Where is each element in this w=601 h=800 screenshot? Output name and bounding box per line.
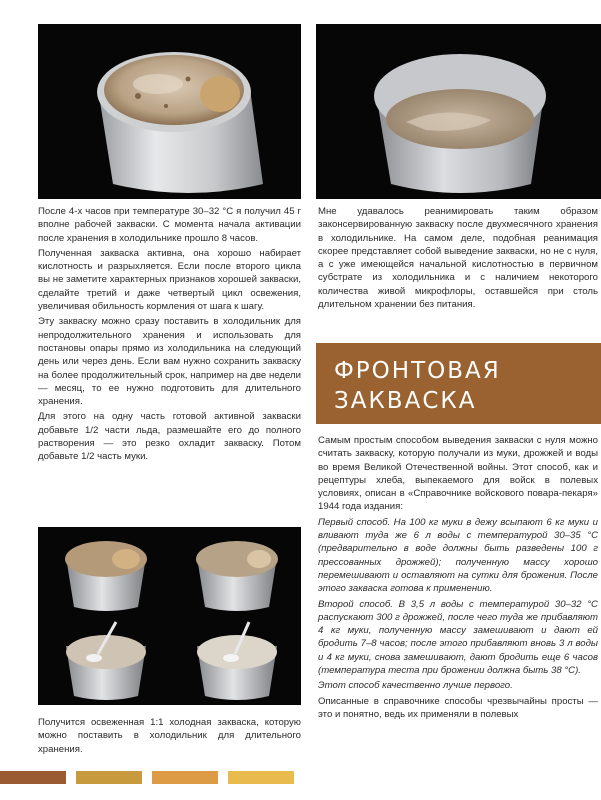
section-title	[334, 356, 501, 416]
caption-text: Получится освеженная 1:1 холодная закваска, которую можно поставить в холодильник для длительного хранения.	[38, 717, 301, 755]
decorative-color-bar	[152, 771, 218, 784]
section-title-line1: ФРОНТОВАЯ	[334, 358, 501, 384]
starter-jar-illustration	[316, 24, 601, 199]
right-column-body	[318, 434, 598, 723]
starter-jar-illustration	[38, 24, 301, 199]
decorative-color-bar	[0, 771, 66, 784]
decorative-color-bar	[76, 771, 142, 784]
section-banner	[316, 343, 601, 424]
paragraph: После 4-х часов при температуре 30–32 °С я получил 45 г вполне рабочей закваски. С момента начала активации после хранения в холодильнике прошло 8 часов.	[38, 206, 301, 244]
paragraph: Самым простым способом выведения закваски с нуля можно считать закваску, которую получали из муки, дрожжей и воды во время Великой Отечественной войны. Этот способ, как и рецептуры хлеба, выпекаемого для войск в полевых условиях, описан в «Справочнике войскового повара-пекаря» 1944 года издания:	[318, 435, 598, 513]
method-comparison: Этот способ качественно лучше первого.	[318, 680, 513, 692]
photo-starter-jar-top-right	[316, 24, 601, 199]
recipe-first-method: Первый способ. На 100 кг муки в дежу всыпают 6 кг муки и вливают туда же 6 л воды с температурой 30–35 °С (предварительно в воде должны быть разведены 100 г прессованных дрожжей); полученную массу хорошо перемешивают и оставляют на сутки для брожения. После этого закваска готова к применению.	[318, 516, 598, 595]
photo-caption	[38, 716, 301, 758]
mixing-steps-illustration	[38, 527, 301, 705]
section-title-line2: ЗАКВАСКА	[334, 388, 477, 414]
left-column-text	[38, 205, 301, 466]
photo-starter-jar-top-left	[38, 24, 301, 199]
right-column-intro	[318, 205, 598, 313]
decorative-color-bar	[228, 771, 294, 784]
paragraph: Эту закваску можно сразу поставить в холодильник для непродолжительного хранения и использовать для постановы опары прямо из холодильника на следующий день или через день. Если вам нужно сохранить закваску на более продолжительный срок, например на две недели — месяц, то ее нужно подготовить для длительного хранения.	[38, 316, 301, 408]
paragraph: Для этого на одну часть готовой активной закваски добавьте 1/2 части льда, размешайте его до полного растворения — это резко охладит закваску. Потом добавьте 1/2 часть муки.	[38, 411, 301, 463]
photo-grid-mixing-steps	[38, 527, 301, 705]
paragraph: Описанные в справочнике способы чрезвычайны просты — это и понятно, ведь их применяли в полевых	[318, 695, 598, 720]
recipe-second-method: Второй способ. В 3,5 л воды с температурой 30–32 °С распускают 300 г дрожжей, после чего туда же прибавляют 4 кг муки, полученную массу замешивают и дают ей бродить 7–8 часов; после этого прибавляют вновь 3 л воды и 4 кг муки, снова замешивают, дают бродить еще 6 часов (температура теста при брожении должна быть 38 °С).	[318, 598, 598, 677]
paragraph: Мне удавалось реанимировать таким образом законсервированную закваску после двухмесячного хранения в холодильнике. На самом деле, подобная реанимация скорее представляет собой выведение закваски, но не с нуля, а с уже имеющейся начальной кислотностью в первичном субстрате из холодильника и с наличием некоторого количества живой микрофлоры, оставшейся при столь длительном хранении без питания.	[318, 206, 598, 311]
paragraph: Полученная закваска активна, она хорошо набирает кислотность и разрыхляется. Если после второго цикла вы не заметите характерных признаков хорошей закваски, сделайте третий и даже четвертый цикл освежения, увеличивая обильность кормления от шага к шагу.	[38, 247, 301, 313]
